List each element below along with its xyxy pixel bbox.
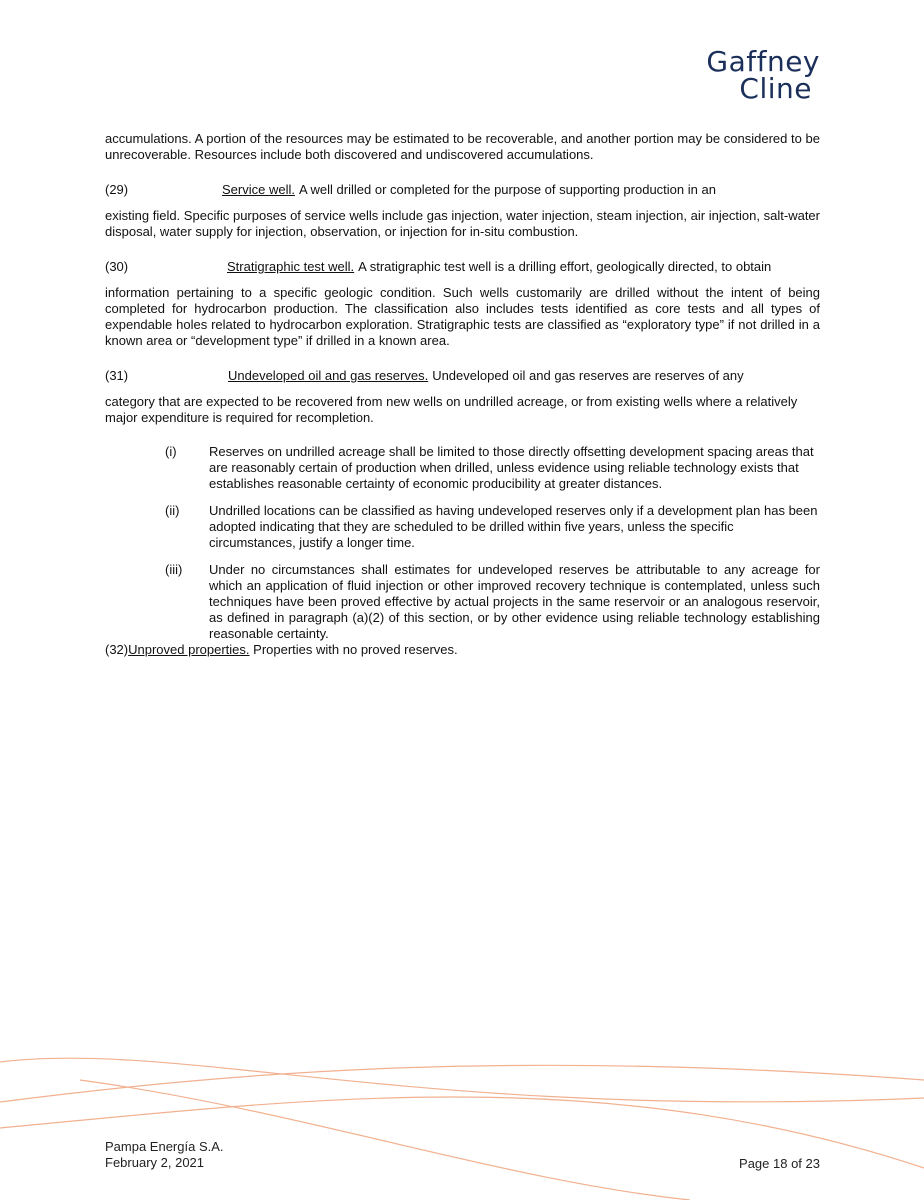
page-footer <box>105 1139 820 1171</box>
sub-item-text: Under no circumstances shall estimates for undeveloped reserves be attributable to any acreage for which an application of fluid injection or other improved recovery technique is contemplated, unless such techniques have been proved effective by actual projects in the same reservoir or an analogous reservoir, as defined in paragraph (a)(2) of this section, or by other evidence using reliable technology establishing reasonable certainty. <box>209 562 820 641</box>
sub-item-number: (iii) <box>165 562 183 577</box>
wave-line <box>0 1058 924 1102</box>
sub-item-number: (ii) <box>165 503 180 518</box>
sub-item <box>165 562 820 642</box>
definition-heading <box>105 182 820 198</box>
page-number: Page 18 of 23 <box>739 1156 820 1171</box>
sub-item-list <box>105 444 820 642</box>
definition-number: (32) <box>105 642 129 657</box>
definition-number: (31) <box>105 368 129 383</box>
definition-31 <box>105 368 820 426</box>
definition-body: category that are expected to be recovered from new wells on undrilled acreage, or from existing wells where a relatively major expenditure is required for recompletion. <box>105 394 798 425</box>
definition-body: existing field. Specific purposes of service wells include gas injection, water injection, steam injection, air injection, salt-water disposal, water supply for injection, observation, or injection for in-situ combustion. <box>105 208 820 239</box>
sub-item-text: Undrilled locations can be classified as having undeveloped reserves only if a development plan has been adopted indicating that they are scheduled to be drilled within five years, unless the specific circumstances, justify a longer time. <box>209 503 818 550</box>
definition-number: (29) <box>105 182 129 197</box>
definition-29 <box>105 182 820 240</box>
definition-term: Unproved properties. <box>128 642 250 657</box>
definition-number: (30) <box>105 259 129 274</box>
footer-date: February 2, 2021 <box>105 1155 205 1170</box>
definition-heading <box>105 259 820 275</box>
company-logo <box>706 45 820 105</box>
definition-lead: Undeveloped oil and gas reserves are reserves of any <box>432 368 744 383</box>
definition-lead: Properties with no proved reserves. <box>253 642 458 657</box>
definition-body: information pertaining to a specific geologic condition. Such wells customarily are drilled without the intent of being completed for hydrocarbon production. The classification also includes tests identified as core tests and all types of expendable holes related to hydrocarbon exploration. Stratigraphic tests are classified as “exploratory type” if not drilled in a known area or “development type” if drilled in a known area. <box>105 285 820 348</box>
definition-lead: A stratigraphic test well is a drilling effort, geologically directed, to obtain <box>358 259 772 274</box>
definition-term: Stratigraphic test well. <box>227 259 355 274</box>
decorative-wave <box>0 1040 924 1200</box>
definition-32 <box>105 642 820 658</box>
definition-term: Service well. <box>222 182 295 197</box>
logo-line-2: Cline <box>739 72 812 105</box>
document-body <box>105 131 820 658</box>
sub-item <box>165 444 820 492</box>
definition-heading <box>105 368 820 384</box>
intro-paragraph: accumulations. A portion of the resources may be estimated to be recoverable, and another portion may be considered to be unrecoverable. Resources include both discovered and undiscovered accumulations. <box>105 131 820 162</box>
definition-lead: A well drilled or completed for the purpose of supporting production in an <box>298 182 716 197</box>
footer-company: Pampa Energía S.A. <box>105 1139 224 1154</box>
definition-term: Undeveloped oil and gas reserves. <box>228 368 429 383</box>
sub-item-text: Reserves on undrilled acreage shall be limited to those directly offsetting development spacing areas that are reasonably certain of production when drilled, unless evidence using reliable technology exists that establishes reasonable certainty of economic producibility at greater distances. <box>209 444 814 491</box>
sub-item-number: (i) <box>165 444 177 459</box>
sub-item <box>165 503 820 551</box>
logo-line-1: Gaffney <box>706 45 820 78</box>
definition-30 <box>105 259 820 349</box>
